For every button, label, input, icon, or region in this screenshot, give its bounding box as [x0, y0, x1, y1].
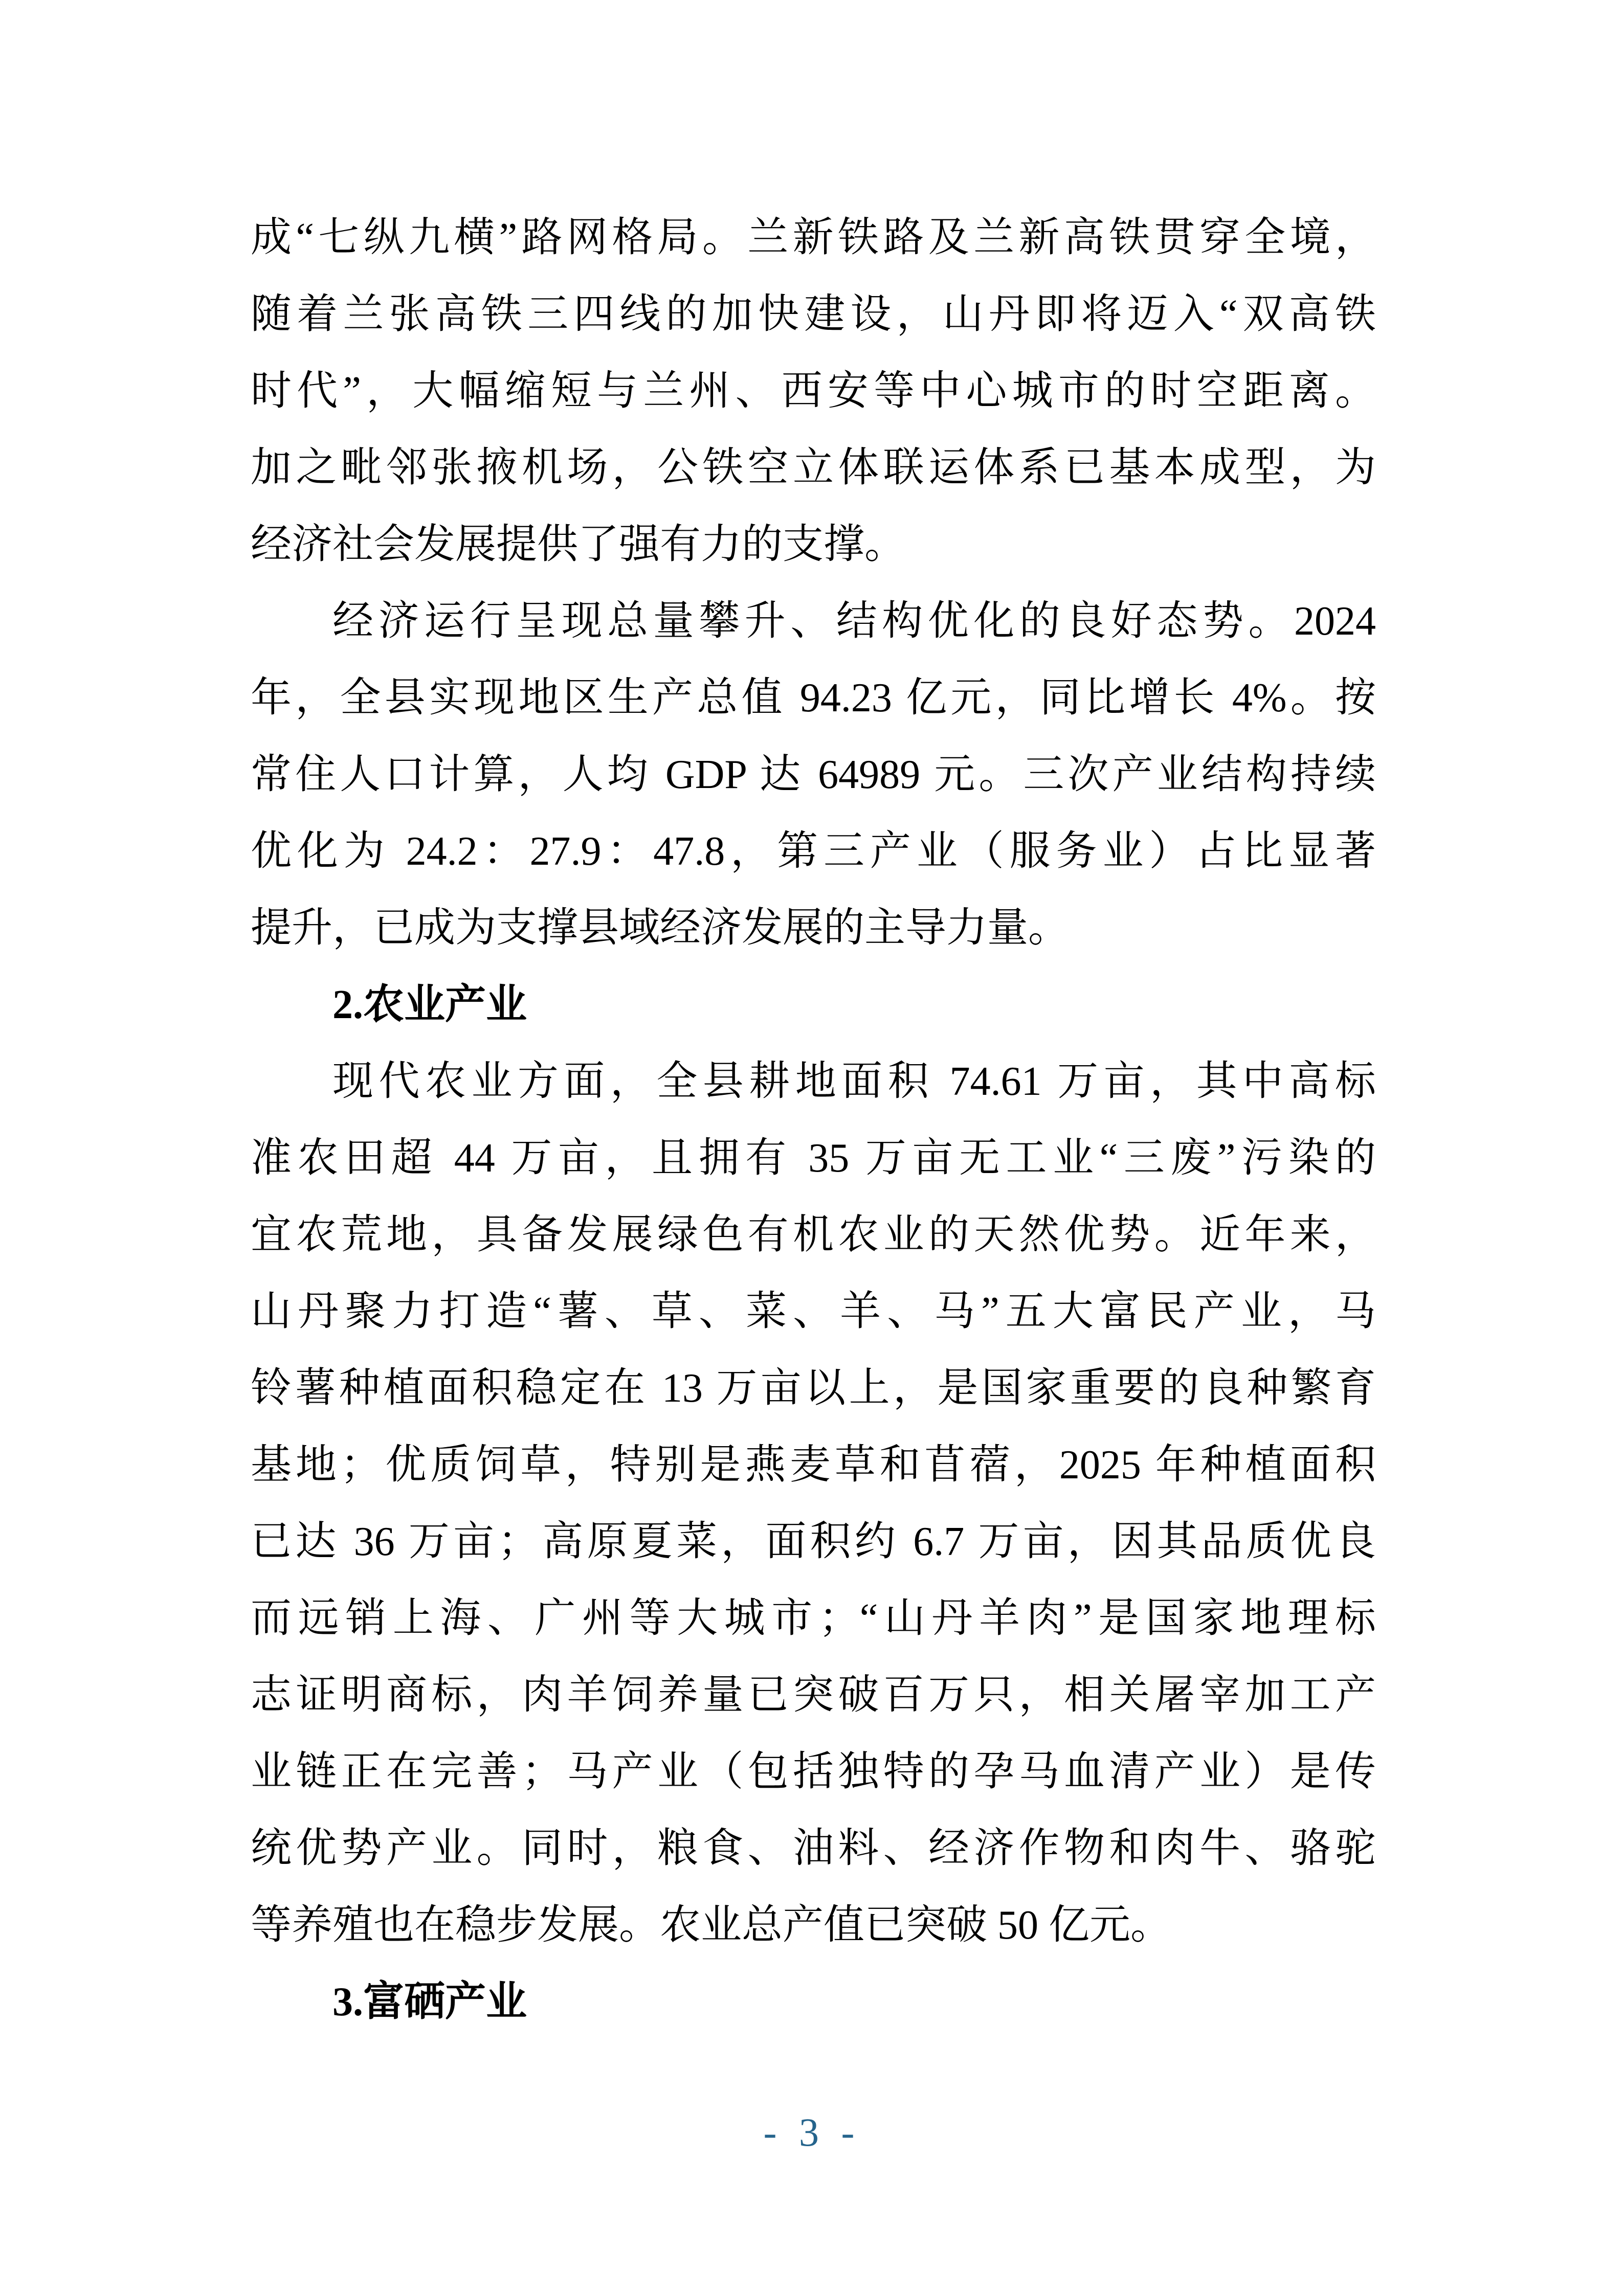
text-line: 常住人口计算，人均 GDP 达 64989 元。三次产业结构持续	[251, 752, 1376, 797]
section-heading-selenium: 3.富硒产业	[332, 1979, 527, 2024]
section-heading-agriculture: 2.农业产业	[332, 982, 527, 1027]
text-line: 山丹聚力打造“薯、草、菜、羊、马”五大富民产业，马	[251, 1289, 1376, 1334]
text-line: 业链正在完善；马产业（包括独特的孕马血清产业）是传	[251, 1749, 1376, 1794]
text-line: 随着兰张高铁三四线的加快建设，山丹即将迈入“双高铁	[251, 292, 1376, 337]
page-number: - 3 -	[763, 2110, 861, 2154]
text-line-paragraph-start: 经济运行呈现总量攀升、结构优化的良好态势。2024	[332, 599, 1376, 644]
text-line-paragraph-end: 等养殖也在稳步发展。农业总产值已突破 50 亿元。	[251, 1903, 1171, 1948]
text-line-paragraph-start: 现代农业方面，全县耕地面积 74.61 万亩，其中高标	[332, 1059, 1376, 1104]
text-line: 统优势产业。同时，粮食、油料、经济作物和肉牛、骆驼	[251, 1826, 1376, 1871]
text-line: 宜农荒地，具备发展绿色有机农业的天然优势。近年来，	[251, 1212, 1376, 1257]
text-line: 准农田超 44 万亩，且拥有 35 万亩无工业“三废”污染的	[251, 1136, 1376, 1181]
text-line: 成“七纵九横”路网格局。兰新铁路及兰新高铁贯穿全境，	[251, 215, 1376, 260]
text-line-paragraph-end: 经济社会发展提供了强有力的支撑。	[251, 522, 905, 567]
text-line: 年，全县实现地区生产总值 94.23 亿元，同比增长 4%。按	[251, 676, 1376, 721]
text-line: 优化为 24.2：27.9：47.8，第三产业（服务业）占比显著	[251, 829, 1376, 874]
text-line: 加之毗邻张掖机场，公铁空立体联运体系已基本成型，为	[251, 445, 1376, 490]
text-line: 铃薯种植面积稳定在 13 万亩以上，是国家重要的良种繁育	[251, 1366, 1376, 1411]
document-body	[251, 199, 1376, 2040]
text-line: 而远销上海、广州等大城市；“山丹羊肉”是国家地理标	[251, 1596, 1376, 1641]
text-line: 基地；优质饲草，特别是燕麦草和苜蓿，2025 年种植面积	[251, 1443, 1376, 1488]
text-line: 志证明商标，肉羊饲养量已突破百万只，相关屠宰加工产	[251, 1673, 1376, 1718]
text-line: 时代”，大幅缩短与兰州、西安等中心城市的时空距离。	[251, 369, 1376, 414]
text-line-paragraph-end: 提升，已成为支撑县域经济发展的主导力量。	[251, 906, 1069, 951]
text-line: 已达 36 万亩；高原夏菜，面积约 6.7 万亩，因其品质优良	[251, 1519, 1376, 1564]
